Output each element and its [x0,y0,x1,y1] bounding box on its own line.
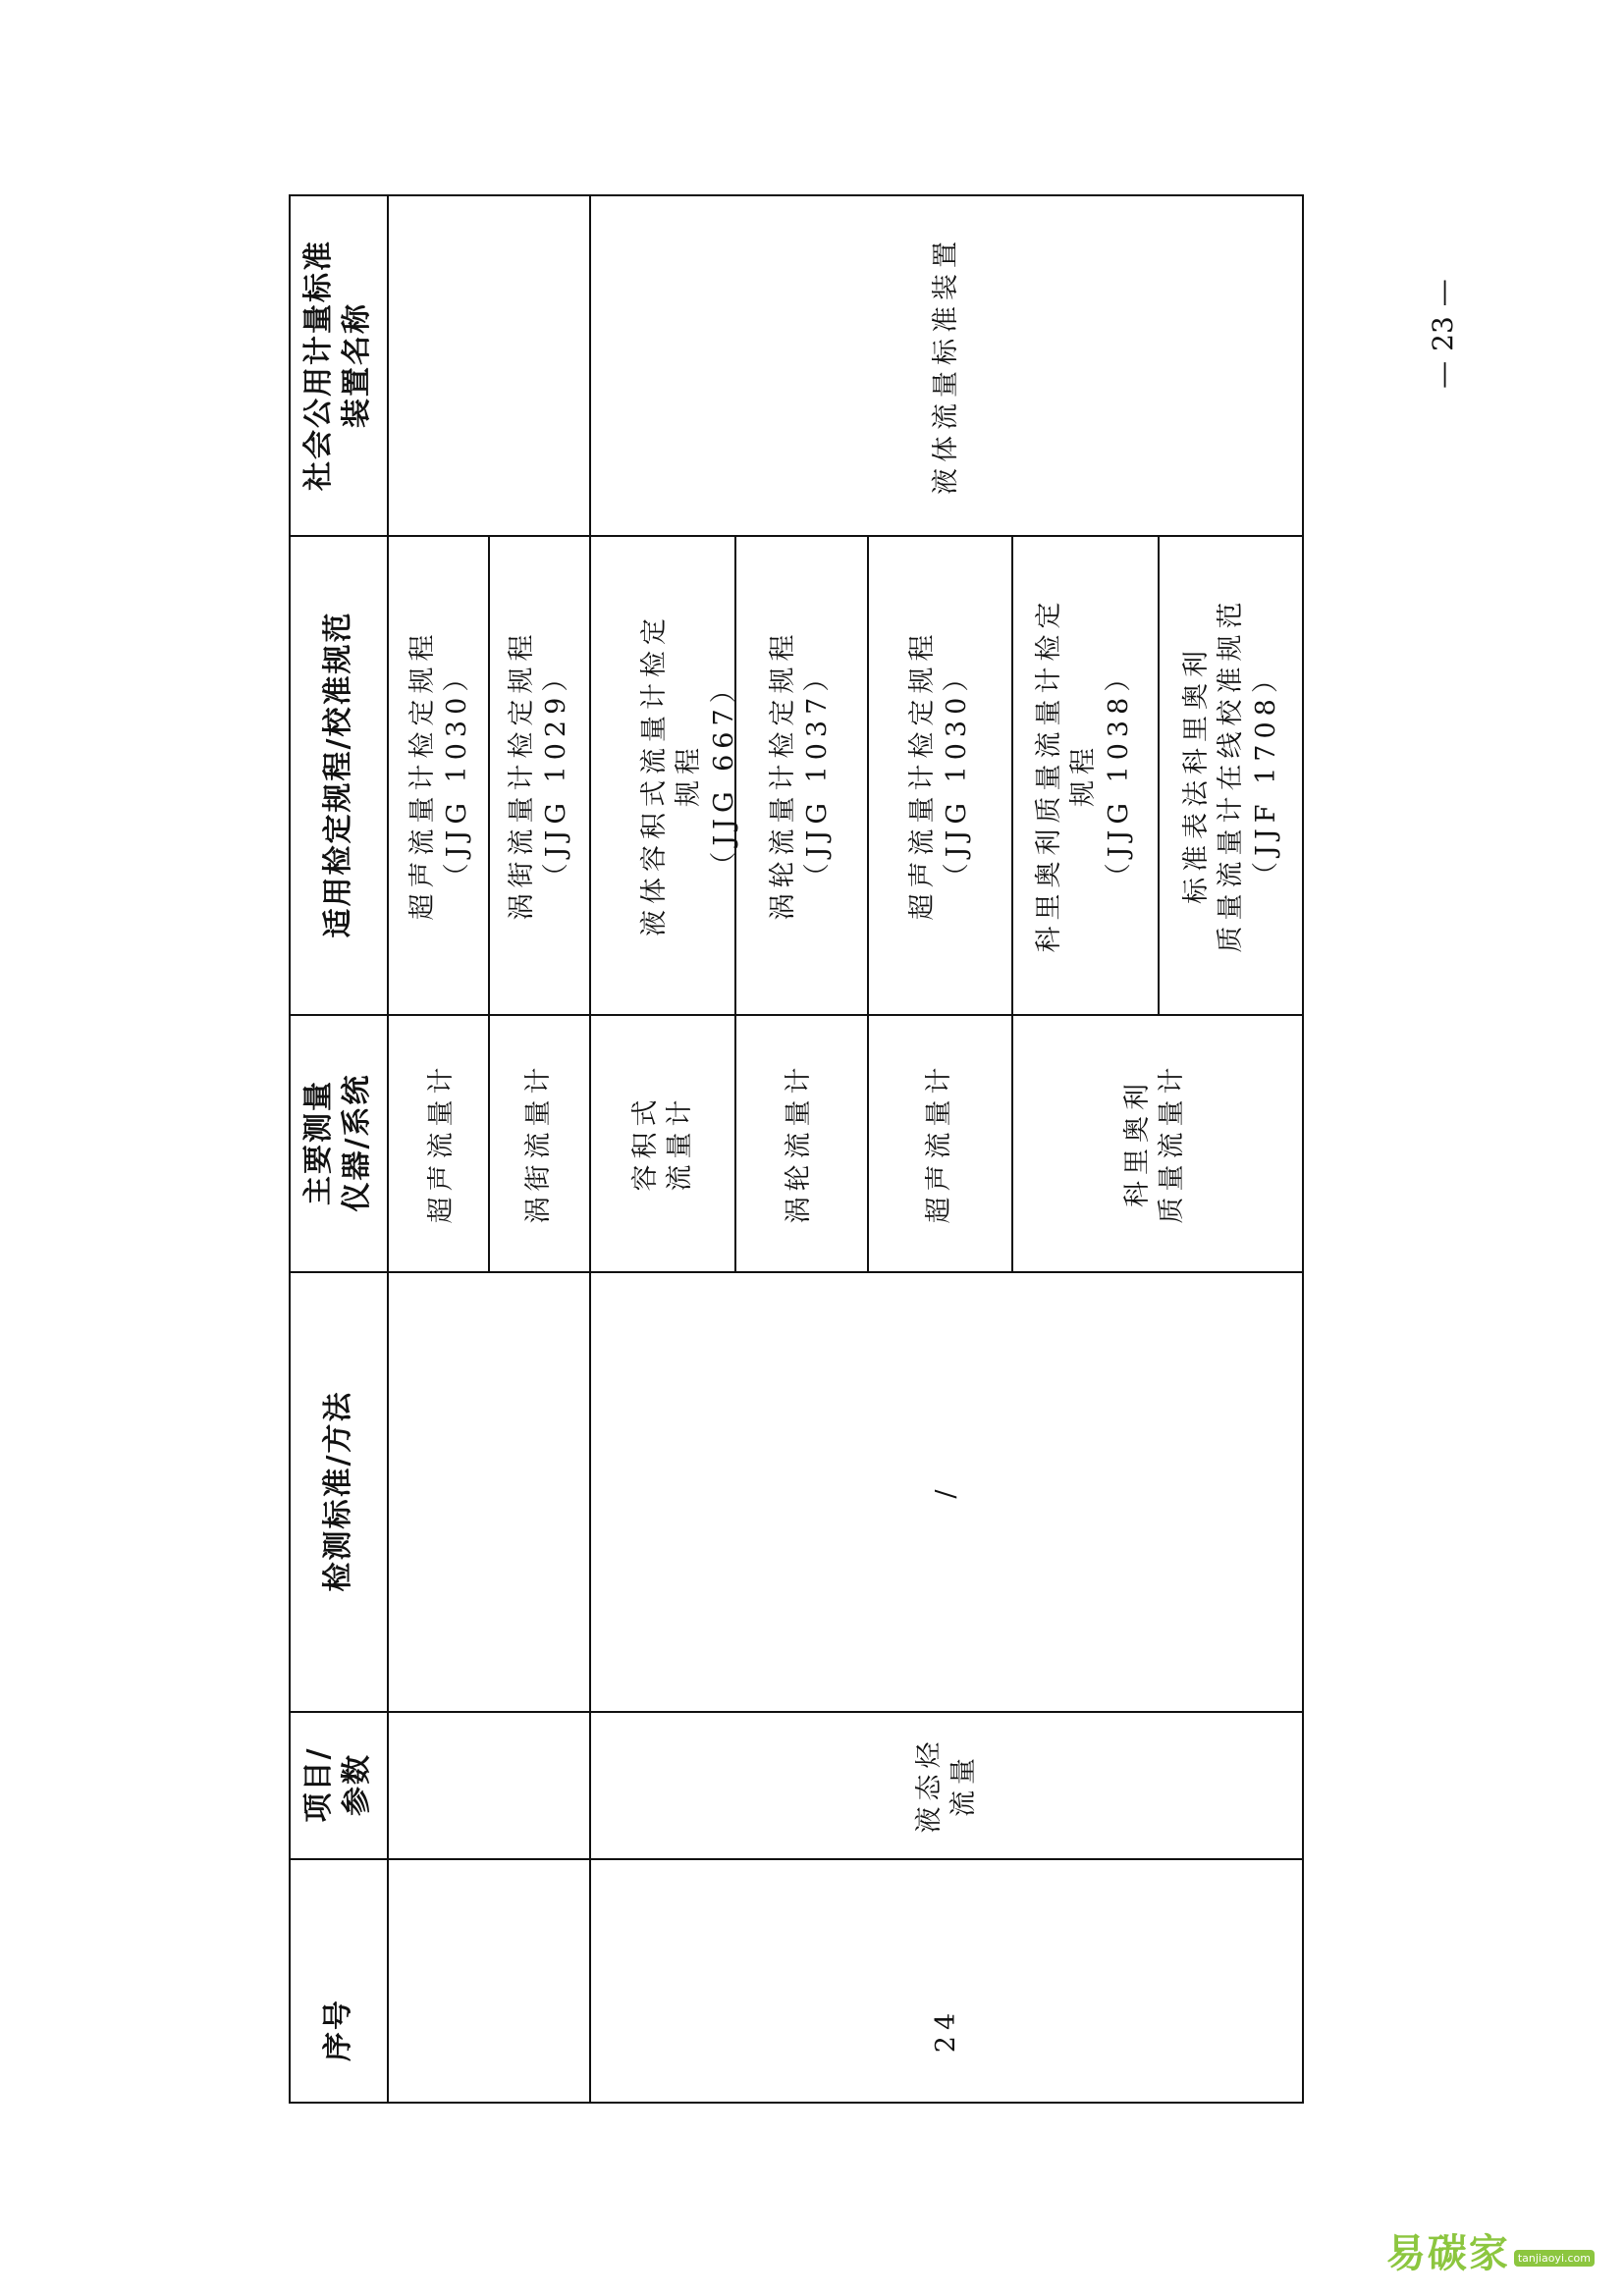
instrument-cell-2: 涡街流量计 [523,1061,555,1224]
standard-value: 液体流量标准装置 [931,236,962,495]
header-regulation: 适用检定规程/校准规范 [320,611,355,938]
header-seq: 序号 [320,1999,355,2061]
row-divider-instrument [289,1271,1304,1273]
seq-value: 24 [931,2006,962,2054]
method-value: / [931,1483,962,1499]
regulation-cell-4: 涡轮流量计检定规程 （JJG 1037） [767,628,833,921]
watermark-url: tanjiaoyi.com [1514,2250,1595,2267]
page-number: — 23 — [1426,279,1459,389]
regulation-cell-6: 科里奥利质量流量计检定 规程 （JJG 1038） [1034,596,1134,953]
header-param: 项目/ 参数 [301,1746,374,1823]
row-divider-method [289,1711,1304,1713]
row-divider-param [289,1858,1304,1860]
instrument-cell-5: 超声流量计 [924,1061,955,1224]
header-standard: 社会公用计量标准 装置名称 [301,240,374,491]
header-instrument: 主要测量 仪器/系统 [301,1073,374,1212]
regulation-cell-1: 超声流量计检定规程 （JJG 1030） [406,628,472,921]
param-value: 液态烃 流量 [913,1735,979,1834]
regulation-cell-5: 超声流量计检定规程 （JJG 1030） [906,628,972,921]
instrument-cell-6: 科里奥利 质量流量计 [1121,1061,1187,1224]
header-method: 检测标准/方法 [320,1390,355,1592]
instrument-cell-4: 涡轮流量计 [784,1061,815,1224]
watermark-text: 易碳家 [1385,2231,1510,2276]
col-divider-header [387,194,389,2104]
regulation-cell-3: 液体容积式流量计检定 规程 （JJG 667） [639,613,739,936]
instrument-cell-1: 超声流量计 [426,1061,458,1224]
watermark-logo [1386,2222,1595,2278]
regulation-cell-7: 标准表法科里奥利 质量流量计在线校准规范 （JJF 1708） [1181,596,1281,953]
regulation-cell-2: 涡街流量计检定规程 （JJG 1029） [506,628,571,921]
sub-divider-3 [867,535,869,1271]
col-divider-block [589,194,591,2104]
instrument-cell-3: 容积式 流量计 [629,1094,695,1192]
